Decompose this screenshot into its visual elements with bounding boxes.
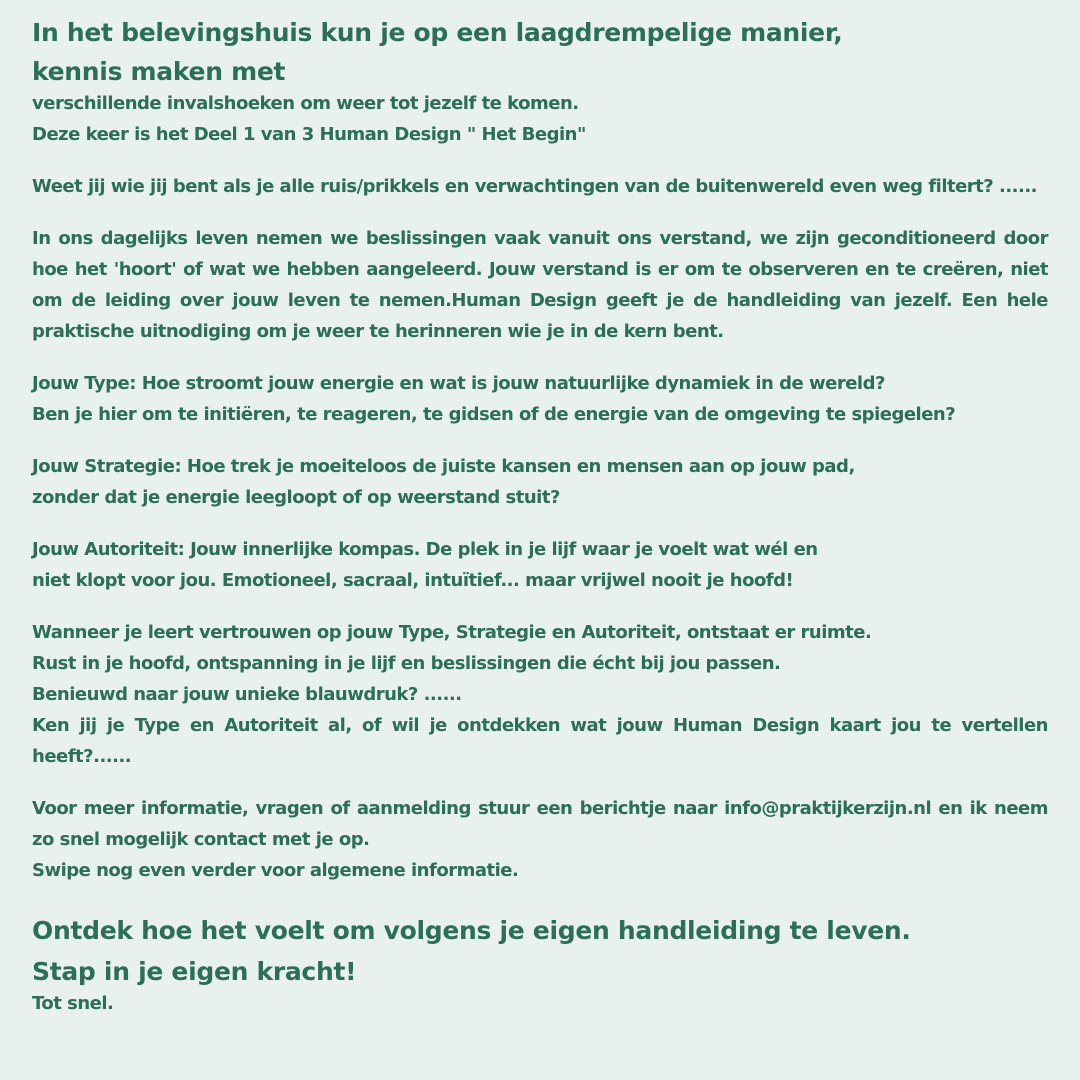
- closing-heading: [32, 910, 1048, 992]
- intro-line-2: Deze keer is het Deel 1 van 3 Human Design " Het Begin": [32, 124, 586, 145]
- authority-line-1: Jouw Autoriteit: Jouw innerlijke kompas. De plek in je lijf waar je voelt wat wél en: [32, 539, 818, 560]
- strategy-paragraph: [32, 451, 1048, 513]
- type-paragraph: [32, 368, 1048, 430]
- daily-life-paragraph: In ons dagelijks leven nemen we beslissingen vaak vanuit ons verstand, we zijn geconditioneerd door hoe het 'hoort' of wat we hebben aangeleerd. Jouw verstand is er om te observeren en te creëren, niet om de leiding over jouw leven te nemen.Human Design geeft je de handleiding van jezelf. Een hele praktische uitnodiging om je weer te herinneren wie je in de kern bent.: [32, 228, 1048, 342]
- authority-paragraph: [32, 534, 1048, 596]
- contact-text: Voor meer informatie, vragen of aanmelding stuur een berichtje naar info@praktijkerzijn.nl en ik neem zo snel mogelijk contact met je op.: [32, 798, 1048, 850]
- trust-line-1: Wanneer je leert vertrouwen op jouw Type, Strategie en Autoriteit, ontstaat er ruimte.: [32, 622, 872, 643]
- signoff: Tot snel.: [32, 993, 114, 1014]
- intro-heading: [32, 12, 1048, 92]
- closing-heading-line-2: Stap in je eigen kracht!: [32, 957, 357, 986]
- trust-paragraph: [32, 617, 1048, 772]
- trust-line-2: Rust in je hoofd, ontspanning in je lijf en beslissingen die écht bij jou passen.: [32, 653, 781, 674]
- intro-line-1: verschillende invalshoeken om weer tot jezelf te komen.: [32, 93, 579, 114]
- intro-heading-line-2: kennis maken met: [32, 57, 286, 86]
- type-line-2: Ben je hier om te initiëren, te reageren, te gidsen of de energie van de omgeving te spiegelen?: [32, 404, 956, 425]
- trust-line-3: Benieuwd naar jouw unieke blauwdruk? ......: [32, 684, 462, 705]
- strategy-line-2: zonder dat je energie leegloopt of op weerstand stuit?: [32, 487, 560, 508]
- trust-line-4: Ken jij je Type en Autoriteit al, of wil je ontdekken wat jouw Human Design kaart jou te vertellen heeft?......: [32, 715, 1048, 767]
- intro-heading-line-1: In het belevingshuis kun je op een laagdrempelige manier,: [32, 18, 843, 47]
- strategy-line-1: Jouw Strategie: Hoe trek je moeiteloos de juiste kansen en mensen aan op jouw pad,: [32, 456, 855, 477]
- contact-paragraph: [32, 793, 1048, 886]
- closing-heading-line-1: Ontdek hoe het voelt om volgens je eigen handleiding te leven.: [32, 916, 911, 945]
- authority-line-2: niet klopt voor jou. Emotioneel, sacraal, intuïtief... maar vrijwel nooit je hoofd!: [32, 570, 794, 591]
- swipe-hint: Swipe nog even verder voor algemene informatie.: [32, 860, 519, 881]
- type-line-1: Jouw Type: Hoe stroomt jouw energie en wat is jouw natuurlijke dynamiek in de wereld?: [32, 373, 885, 394]
- post-content: [32, 12, 1048, 1019]
- question-paragraph: Weet jij wie jij bent als je alle ruis/prikkels en verwachtingen van de buitenwereld even weg filtert? ......: [32, 176, 1038, 197]
